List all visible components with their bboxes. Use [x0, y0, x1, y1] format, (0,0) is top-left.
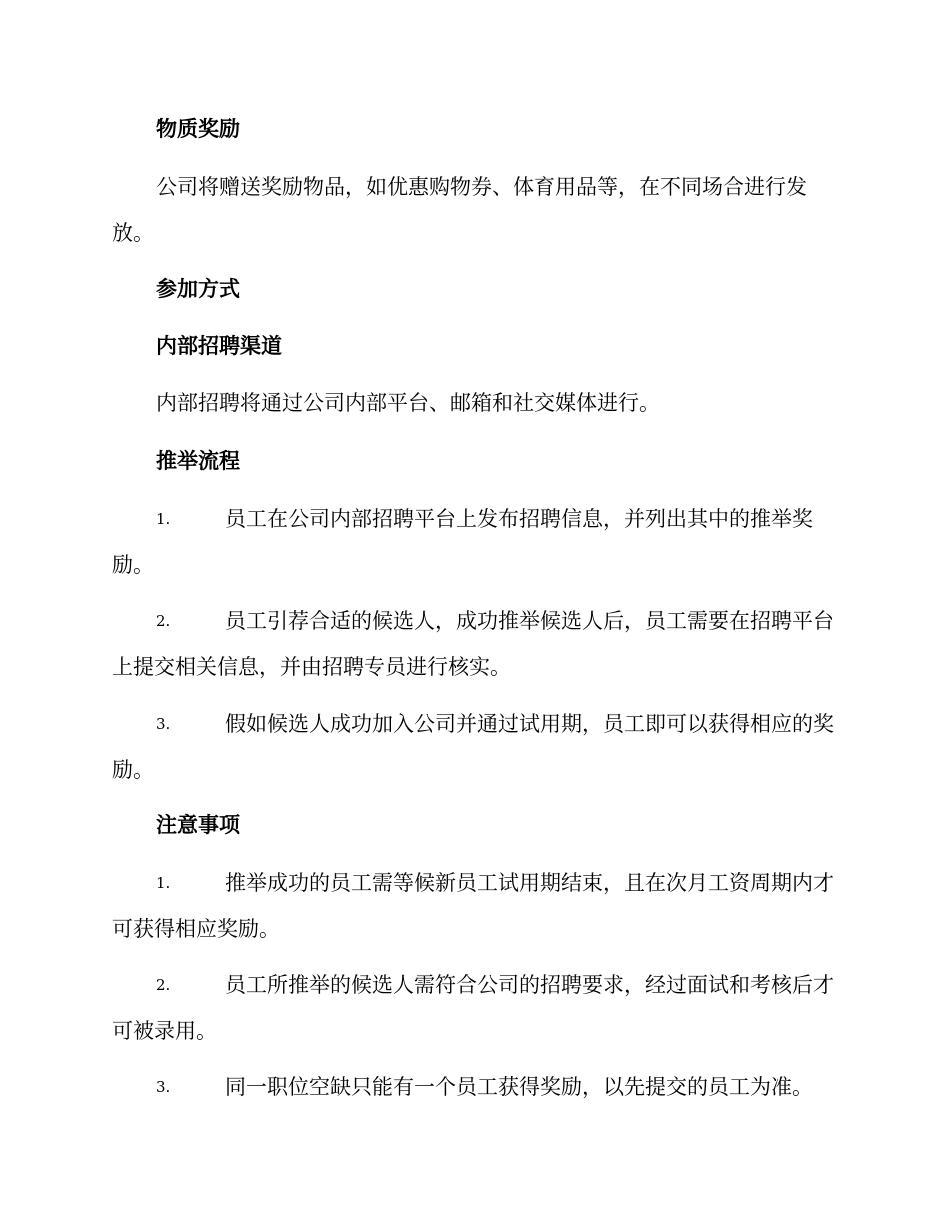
list-item [112, 496, 834, 588]
list-item-number: 2. [156, 612, 171, 630]
list-item-number: 1. [156, 510, 171, 528]
list-item-number: 3. [156, 1078, 171, 1096]
paragraph-material-reward: 公司将赠送奖励物品，如优惠购物券、体育用品等，在不同场合进行发放。 [112, 175, 807, 245]
list-item [112, 598, 834, 690]
heading-participation: 参加方式 [156, 277, 240, 301]
list-item-text: 员工引荐合适的候选人，成功推举候选人后，员工需要在招聘平台上提交相关信息，并由招聘专员进行核实。 [112, 609, 834, 679]
paragraph-internal-channel: 内部招聘将通过公司内部平台、邮箱和社交媒体进行。 [156, 391, 660, 415]
list-item-text: 推举成功的员工需等候新员工试用期结束，且在次月工资周期内才可获得相应奖励。 [112, 871, 834, 941]
list-item-text: 同一职位空缺只能有一个员工获得奖励，以先提交的员工为准。 [225, 1075, 813, 1099]
heading-referral-process: 推举流程 [156, 449, 240, 473]
list-item-number: 1. [156, 874, 171, 892]
list-item [112, 860, 834, 952]
heading-material-reward: 物质奖励 [156, 117, 240, 141]
list-item [112, 962, 834, 1054]
list-item-text: 假如候选人成功加入公司并通过试用期，员工即可以获得相应的奖励。 [112, 712, 834, 782]
heading-internal-channel: 内部招聘渠道 [156, 334, 282, 358]
list-item-text: 员工在公司内部招聘平台上发布招聘信息，并列出其中的推举奖励。 [112, 507, 813, 577]
list-item-number: 3. [156, 715, 171, 733]
list-item [112, 701, 834, 793]
list-item [112, 1064, 834, 1110]
heading-notes: 注意事项 [156, 813, 240, 837]
list-item-number: 2. [156, 976, 171, 994]
list-item-text: 员工所推举的候选人需符合公司的招聘要求，经过面试和考核后才可被录用。 [112, 973, 834, 1043]
